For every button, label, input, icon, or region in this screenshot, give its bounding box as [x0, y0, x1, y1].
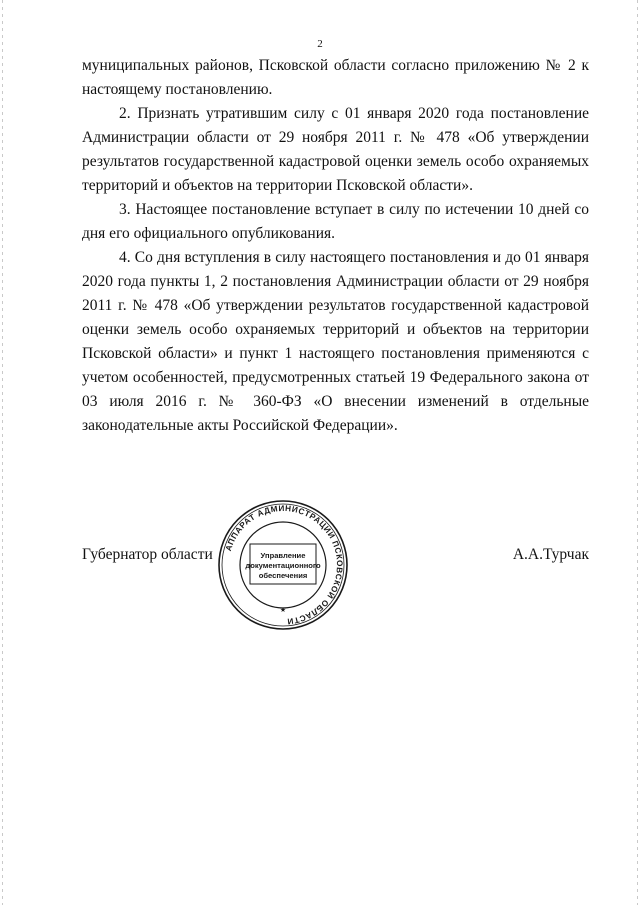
scan-edge-right	[637, 0, 638, 905]
paragraph-item-2: 2. Признать утратившим силу с 01 января 2020 года постановление Администрации области от 29 ноября 2011 г. № 478 «Об утверждении результатов государственной кадастровой оценки земель особо охраняемых территорий и объектов на территории Псковской области».	[82, 105, 589, 194]
document-body	[82, 54, 589, 438]
page-number: 2	[317, 38, 323, 50]
paragraph-continuation: муниципальных районов, Псковской области согласно приложению № 2 к настоящему постановлению.	[82, 57, 589, 98]
seal-center-line-2: документационного	[245, 561, 321, 570]
seal-ring-textpath: АППАРАТ АДМИНИСТРАЦИИ ПСКОВСКОЙ ОБЛАСТИ	[223, 503, 345, 626]
official-seal	[216, 498, 350, 632]
seal-center-line-1: Управление	[260, 551, 306, 560]
seal-star-icon: ★	[279, 606, 287, 614]
signatory-name: А.А.Турчак	[512, 546, 589, 563]
seal-center-line-3: обеспечения	[258, 571, 308, 580]
paragraph-item-4: 4. Со дня вступления в силу настоящего постановления и до 01 января 2020 года пункты 1, 2 постановления Администрации области от 29 ноября 2011 г. № 478 «Об утверждении результатов государственной кадастровой оценки земель особо охраняемых территорий и объектов на территории Псковской области» и пункт 1 настоящего постановления применяются с учетом особенностей, предусмотренных статьей 19 Федерального закона от 03 июля 2016 г. № 360-ФЗ «О внесении изменений в отдельные законодательные акты Российской Федерации».	[82, 249, 589, 434]
paragraph-item-3: 3. Настоящее постановление вступает в силу по истечении 10 дней со дня его официального опубликования.	[82, 201, 589, 242]
scan-edge-left	[2, 0, 3, 905]
signatory-position: Губернатор области	[82, 546, 213, 563]
